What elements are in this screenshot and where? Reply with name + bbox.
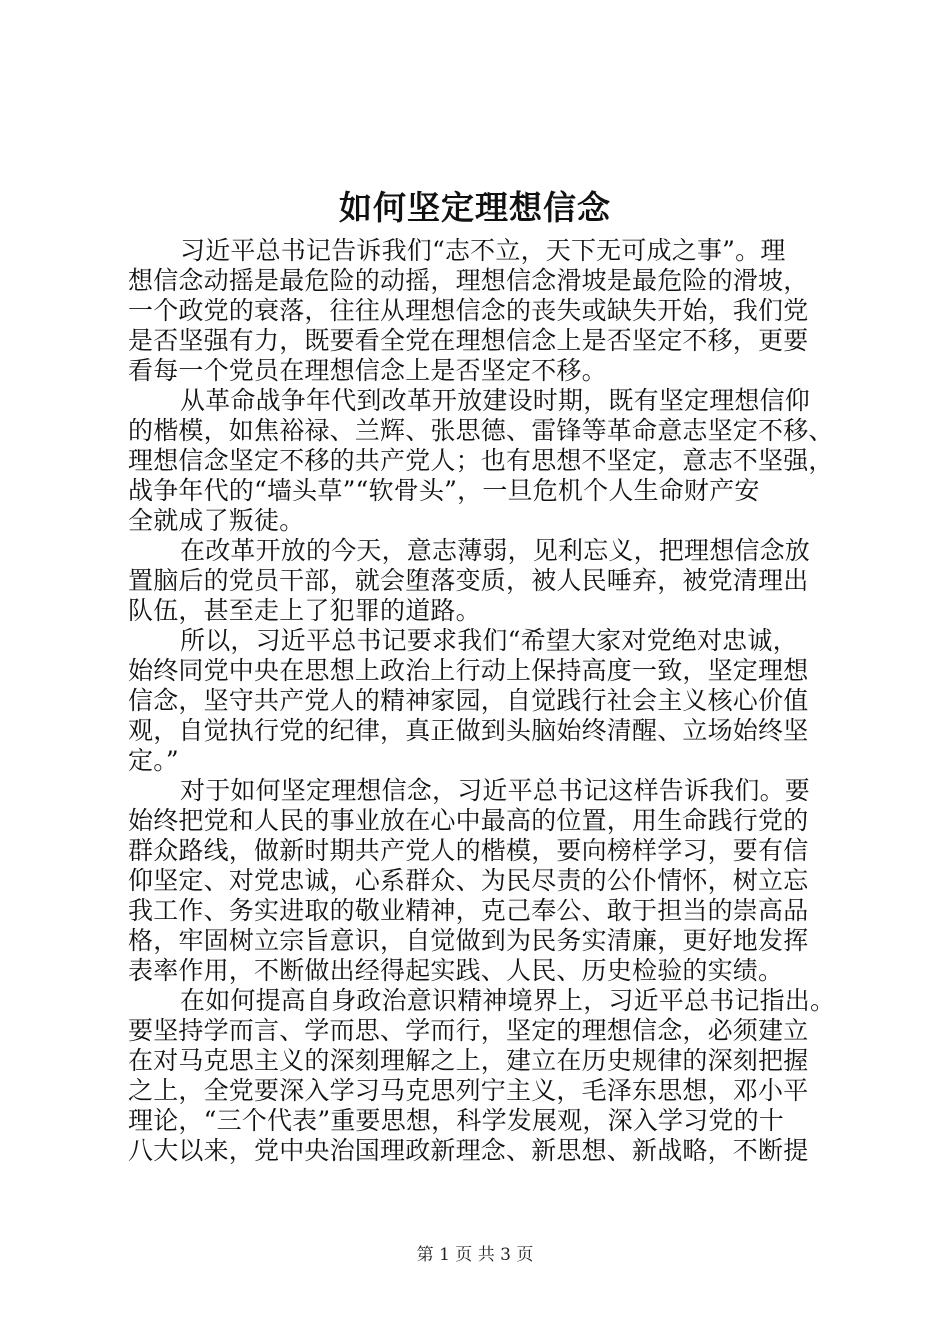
text-line: 要坚持学而言、学而思、学而行，坚定的理想信念，必须建立: [128, 1016, 809, 1045]
text-line: 群众路线，做新时期共产党人的楷模，要向榜样学习，要有信: [128, 836, 809, 865]
text-line: 置脑后的党员干部，就会堕落变质，被人民唾弃，被党清理出: [128, 566, 809, 595]
text-line: 之上，全党要深入学习马克思列宁主义，毛泽东思想，邓小平: [128, 1076, 809, 1105]
text-line: 八大以来，党中央治国理政新理念、新思想、新战略，不断提: [128, 1136, 809, 1165]
page-number: 第 1 页 共 3 页: [416, 1245, 534, 1265]
text-line: 始终同党中央在思想上政治上行动上保持高度一致，坚定理想: [128, 656, 809, 685]
text-line: 在如何提高自身政治意识精神境界上，习近平总书记指出。: [180, 986, 836, 1015]
text-line: 在改革开放的今天，意志薄弱，见利忘义，把理想信念放: [180, 536, 811, 565]
text-line: 战争年代的“墙头草”“软骨头”，一旦危机个人生命财产安: [128, 476, 760, 505]
text-line: 看每一个党员在理想信念上是否坚定不移。: [128, 356, 607, 385]
text-line: 格，牢固树立宗旨意识，自觉做到为民务实清廉，更好地发挥: [128, 926, 809, 955]
text-line: 想信念动摇是最危险的动摇，理想信念滑坡是最危险的滑坡，: [128, 266, 809, 295]
text-line: 对于如何坚定理想信念，习近平总书记这样告诉我们。要: [180, 776, 811, 805]
text-line: 定。”: [128, 746, 179, 775]
text-line: 从革命战争年代到改革开放建设时期，既有坚定理想信仰: [180, 386, 811, 415]
text-line: 我工作、务实进取的敬业精神，克己奉公、敢于担当的崇高品: [128, 896, 809, 925]
text-line: 队伍，甚至走上了犯罪的道路。: [128, 596, 481, 625]
document-body: [128, 236, 836, 1166]
text-line: 信念，坚守共产党人的精神家园，自觉践行社会主义核心价值: [128, 686, 809, 715]
text-line: 一个政党的衰落，往往从理想信念的丧失或缺失开始，我们党: [128, 296, 809, 325]
text-line: 始终把党和人民的事业放在心中最高的位置，用生命践行党的: [128, 806, 809, 835]
text-line: 的楷模，如焦裕禄、兰辉、张思德、雷锋等革命意志坚定不移、: [128, 416, 834, 445]
text-line: 全就成了叛徒。: [128, 506, 305, 535]
text-line: 表率作用，不断做出经得起实践、人民、历史检验的实绩。: [128, 956, 784, 985]
text-line: 观，自觉执行党的纪律，真正做到头脑始终清醒、立场始终坚: [128, 716, 809, 745]
text-line: 仰坚定、对党忠诚，心系群众、为民尽责的公仆情怀，树立忘: [128, 866, 809, 895]
text-line: 理论，“三个代表”重要思想，科学发展观，深入学习党的十: [128, 1106, 784, 1135]
text-line: 习近平总书记告诉我们“志不立，天下无可成之事”。理: [180, 236, 786, 265]
text-line: 在对马克思主义的深刻理解之上，建立在历史规律的深刻把握: [128, 1046, 809, 1075]
text-line: 理想信念坚定不移的共产党人；也有思想不坚定，意志不坚强，: [128, 446, 834, 475]
text-line: 是否坚强有力，既要看全党在理想信念上是否坚定不移，更要: [128, 326, 809, 355]
text-line: 所以，习近平总书记要求我们“希望大家对党绝对忠诚，: [180, 626, 798, 655]
document-title: 如何坚定理想信念: [339, 188, 611, 227]
